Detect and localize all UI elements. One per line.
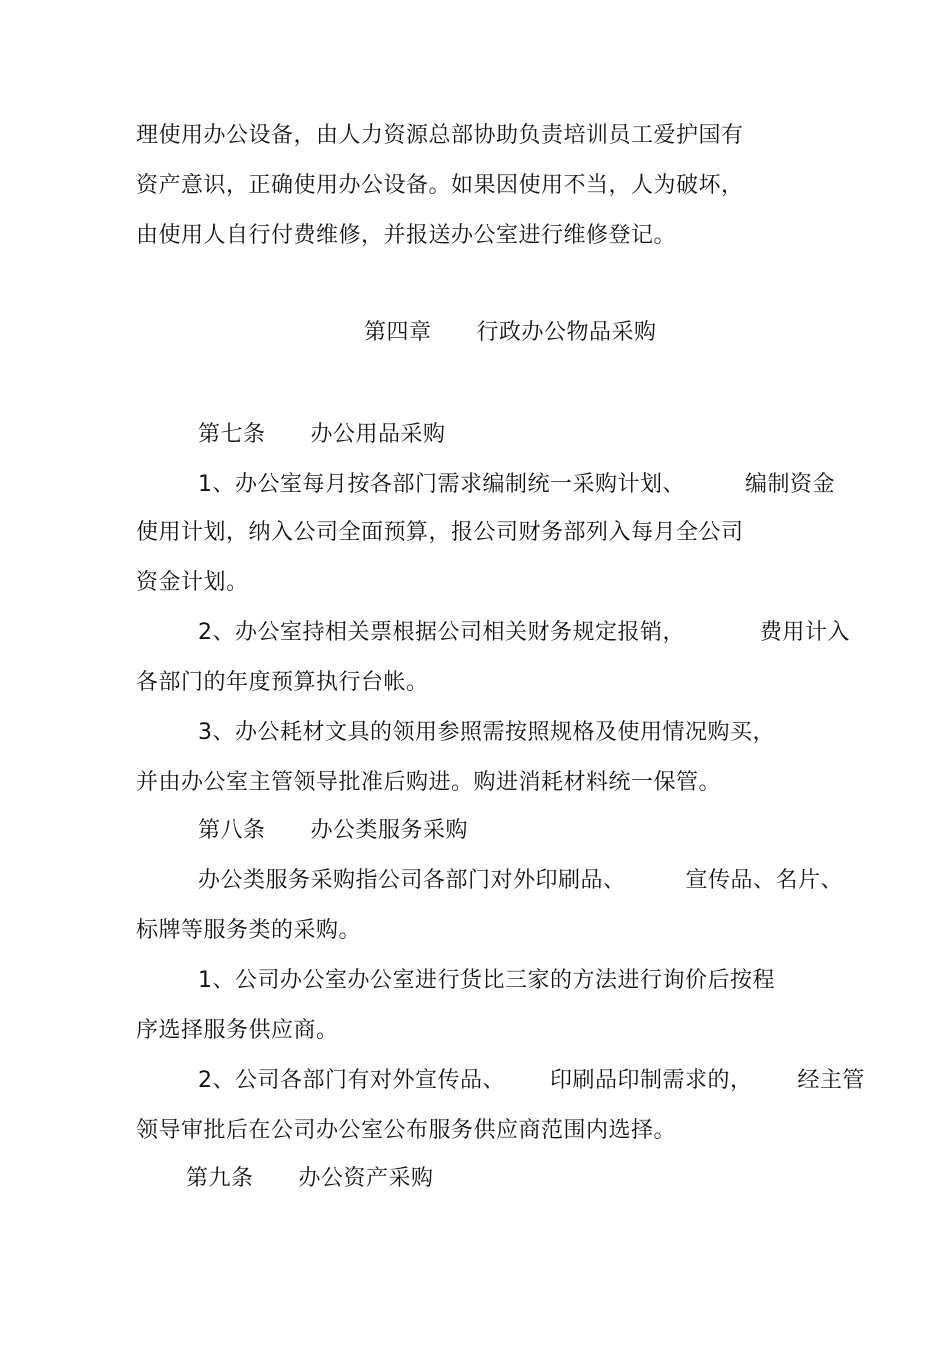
chapter-heading: 第四章 行政办公物品采购 <box>364 320 657 345</box>
paragraph-line: 2、公司各部门有对外宣传品、 印刷品印制需求的， 经主管 <box>198 1068 865 1093</box>
paragraph-line: 各部门的年度预算执行台帐。 <box>136 670 429 695</box>
paragraph-line: 理使用办公设备，由人力资源总部协助负责培训员工爱护国有 <box>136 123 744 148</box>
paragraph-line: 标牌等服务类的采购。 <box>136 918 362 943</box>
paragraph-line: 2、办公室持相关票根据公司相关财务规定报销， 费用计入 <box>198 620 850 645</box>
paragraph-line: 使用计划，纳入公司全面预算，报公司财务部列入每月全公司 <box>136 520 744 545</box>
paragraph-line: 1、公司办公室办公室进行货比三家的方法进行询价后按程 <box>198 968 775 993</box>
paragraph-line: 3、办公耗材文具的领用参照需按照规格及使用情况购买， <box>198 720 775 745</box>
article-heading: 第九条 办公资产采购 <box>186 1166 434 1191</box>
paragraph-line: 办公类服务采购指公司各部门对外印刷品、 宣传品、名片、 <box>198 868 843 893</box>
article-heading: 第七条 办公用品采购 <box>198 422 446 447</box>
paragraph-line: 资金计划。 <box>136 570 249 595</box>
paragraph-line: 1、办公室每月按各部门需求编制统一采购计划、 编制资金 <box>198 472 835 497</box>
paragraph-line: 由使用人自行付费维修，并报送办公室进行维修登记。 <box>136 223 677 248</box>
paragraph-line: 领导审批后在公司办公室公布服务供应商范围内选择。 <box>136 1118 677 1143</box>
article-heading: 第八条 办公类服务采购 <box>198 818 468 843</box>
paragraph-line: 并由办公室主管领导批准后购进。购进消耗材料统一保管。 <box>136 770 722 795</box>
paragraph-line: 序选择服务供应商。 <box>136 1018 339 1043</box>
paragraph-line: 资产意识，正确使用办公设备。如果因使用不当，人为破坏， <box>136 173 744 198</box>
